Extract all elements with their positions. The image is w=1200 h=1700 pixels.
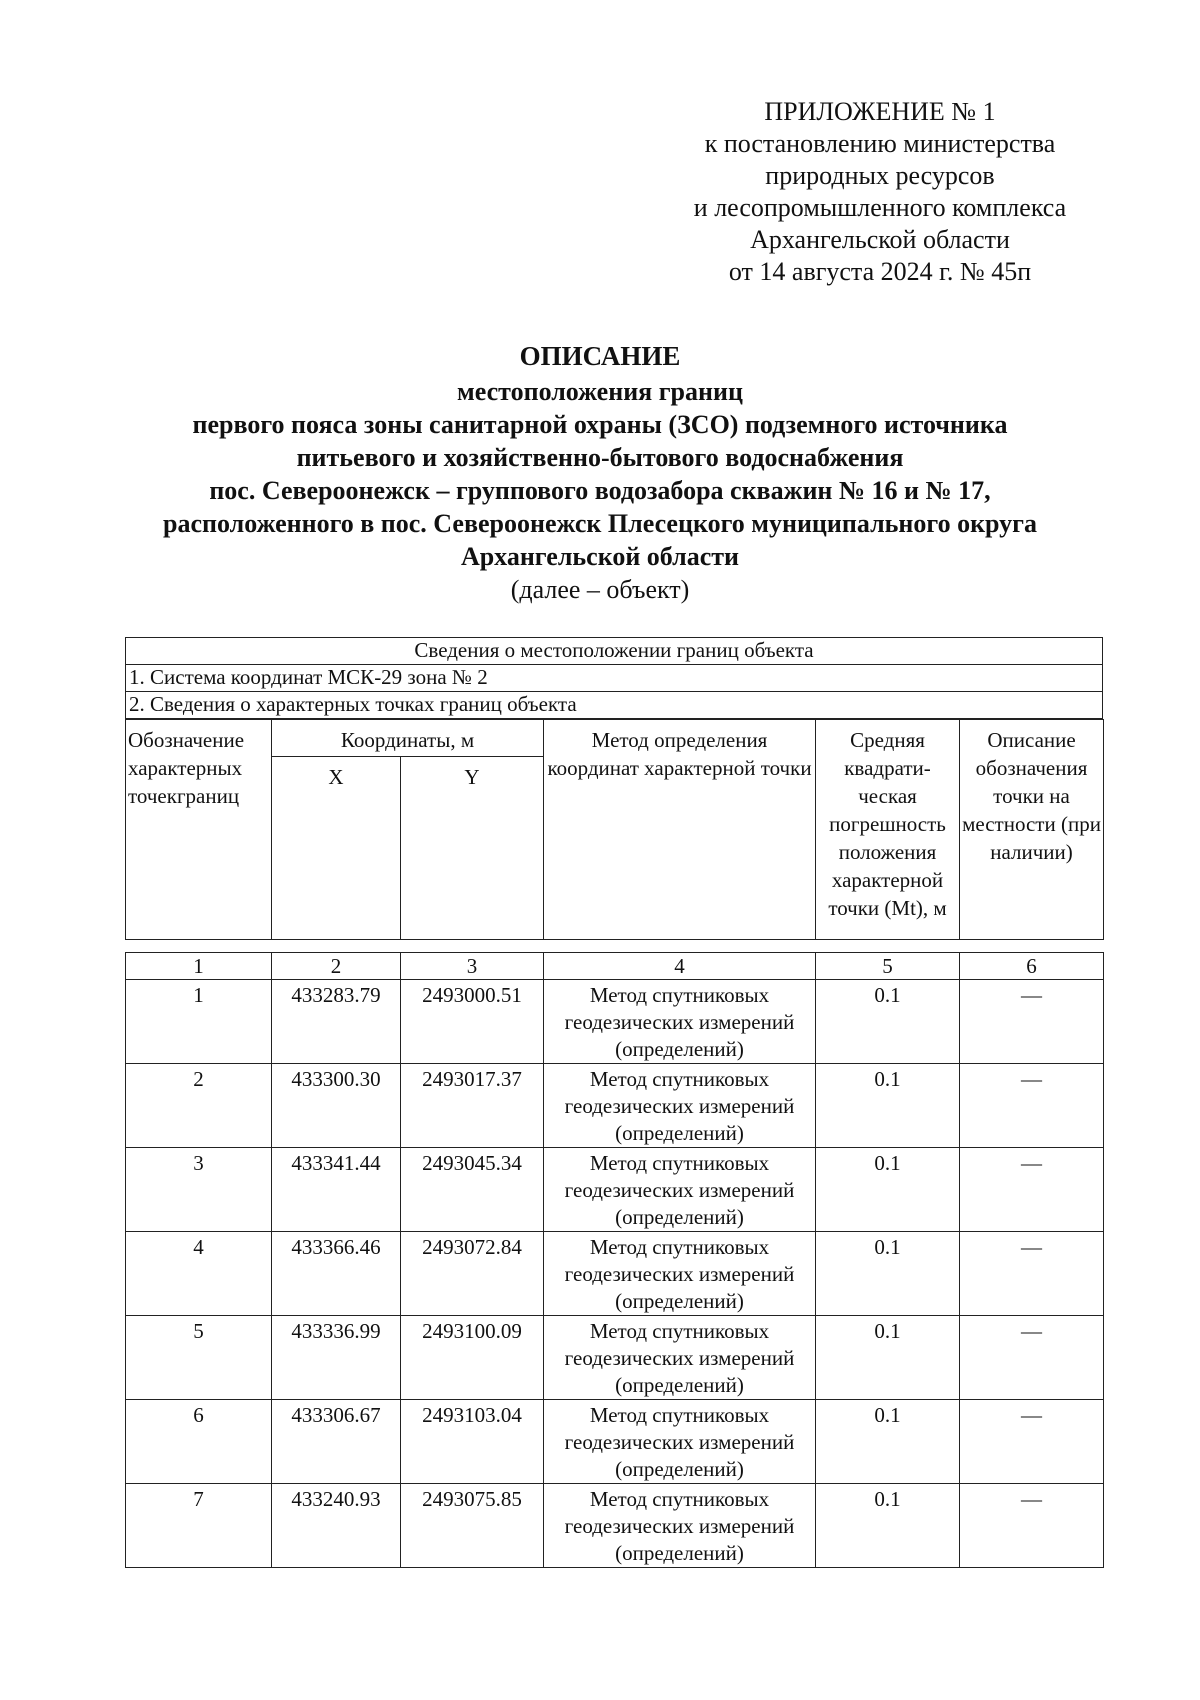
header-method: Метод определения координат характерной точки bbox=[544, 720, 816, 940]
cell-method: Метод спутниковых геодезических измерений (определений) bbox=[544, 1400, 816, 1484]
header-x: X bbox=[272, 757, 401, 940]
column-number: 1 bbox=[126, 953, 272, 980]
cell-point: 6 bbox=[126, 1400, 272, 1484]
document-title bbox=[100, 340, 1100, 606]
title-line: местоположения границ bbox=[457, 377, 743, 406]
table-row bbox=[126, 1148, 1104, 1232]
cell-error: 0.1 bbox=[816, 1148, 960, 1232]
title-line: питьевого и хозяйственно-бытового водоснабжения bbox=[296, 443, 904, 472]
cell-y: 2493045.34 bbox=[401, 1148, 544, 1232]
cell-x: 433336.99 bbox=[272, 1316, 401, 1400]
header-point: Обозначение характерных точекграниц bbox=[126, 720, 272, 940]
cell-error: 0.1 bbox=[816, 980, 960, 1064]
cell-error: 0.1 bbox=[816, 1232, 960, 1316]
column-number-row bbox=[126, 953, 1104, 980]
cell-description: — bbox=[960, 1148, 1104, 1232]
cell-x: 433300.30 bbox=[272, 1064, 401, 1148]
cell-point: 3 bbox=[126, 1148, 272, 1232]
cell-y: 2493017.37 bbox=[401, 1064, 544, 1148]
cell-point: 7 bbox=[126, 1484, 272, 1568]
table-row bbox=[126, 1400, 1104, 1484]
appendix-line: к постановлению министерства bbox=[704, 129, 1056, 158]
cell-description: — bbox=[960, 1316, 1104, 1400]
cell-y: 2493103.04 bbox=[401, 1400, 544, 1484]
header-error: Средняя квадрати-ческая погрешность положения характерной точки (Mt), м bbox=[816, 720, 960, 940]
appendix-line: ПРИЛОЖЕНИЕ № 1 bbox=[764, 97, 996, 126]
cell-y: 2493000.51 bbox=[401, 980, 544, 1064]
header-table bbox=[125, 719, 1104, 940]
table-row bbox=[126, 1064, 1104, 1148]
cell-x: 433306.67 bbox=[272, 1400, 401, 1484]
appendix-line: Архангельской области bbox=[750, 225, 1010, 254]
cell-y: 2493075.85 bbox=[401, 1484, 544, 1568]
cell-point: 5 bbox=[126, 1316, 272, 1400]
section-points: 2. Сведения о характерных точках границ объекта bbox=[126, 692, 1103, 719]
cell-description: — bbox=[960, 1232, 1104, 1316]
cell-error: 0.1 bbox=[816, 1064, 960, 1148]
table-row bbox=[126, 980, 1104, 1064]
title-heading: ОПИСАНИЕ bbox=[519, 341, 681, 371]
cell-x: 433366.46 bbox=[272, 1232, 401, 1316]
appendix-header bbox=[640, 96, 1120, 288]
cell-method: Метод спутниковых геодезических измерений (определений) bbox=[544, 1484, 816, 1568]
cell-method: Метод спутниковых геодезических измерений (определений) bbox=[544, 980, 816, 1064]
cell-x: 433283.79 bbox=[272, 980, 401, 1064]
column-number: 4 bbox=[544, 953, 816, 980]
cell-error: 0.1 bbox=[816, 1484, 960, 1568]
cell-method: Метод спутниковых геодезических измерений (определений) bbox=[544, 1316, 816, 1400]
appendix-line: природных ресурсов bbox=[765, 161, 995, 190]
cell-x: 433240.93 bbox=[272, 1484, 401, 1568]
title-line: пос. Североонежск – группового водозабора скважин № 16 и № 17, bbox=[209, 476, 991, 505]
cell-error: 0.1 bbox=[816, 1400, 960, 1484]
header-y: Y bbox=[401, 757, 544, 940]
cell-x: 433341.44 bbox=[272, 1148, 401, 1232]
column-number: 2 bbox=[272, 953, 401, 980]
header-description: Описание обозначения точки на местности (при наличии) bbox=[960, 720, 1104, 940]
title-line: расположенного в пос. Североонежск Плесецкого муниципального округа bbox=[163, 509, 1037, 538]
cell-error: 0.1 bbox=[816, 1316, 960, 1400]
cell-y: 2493100.09 bbox=[401, 1316, 544, 1400]
title-note: (далее – объект) bbox=[510, 575, 690, 604]
title-line: Архангельской области bbox=[460, 542, 740, 571]
table-row bbox=[126, 1232, 1104, 1316]
section-coordinate-system: 1. Система координат МСК-29 зона № 2 bbox=[126, 665, 1103, 692]
info-table bbox=[125, 637, 1103, 719]
column-number: 5 bbox=[816, 953, 960, 980]
cell-point: 4 bbox=[126, 1232, 272, 1316]
cell-y: 2493072.84 bbox=[401, 1232, 544, 1316]
cell-point: 1 bbox=[126, 980, 272, 1064]
cell-description: — bbox=[960, 1484, 1104, 1568]
table-row bbox=[126, 1484, 1104, 1568]
column-number: 6 bbox=[960, 953, 1104, 980]
cell-method: Метод спутниковых геодезических измерений (определений) bbox=[544, 1064, 816, 1148]
cell-method: Метод спутниковых геодезических измерений (определений) bbox=[544, 1148, 816, 1232]
title-line: первого пояса зоны санитарной охраны (ЗСО) подземного источника bbox=[192, 410, 1008, 439]
points-table bbox=[125, 952, 1104, 1568]
cell-method: Метод спутниковых геодезических измерений (определений) bbox=[544, 1232, 816, 1316]
cell-description: — bbox=[960, 980, 1104, 1064]
header-coords: Координаты, м bbox=[272, 720, 544, 757]
cell-description: — bbox=[960, 1400, 1104, 1484]
appendix-line: и лесопромышленного комплекса bbox=[693, 193, 1067, 222]
table-caption: Сведения о местоположении границ объекта bbox=[126, 638, 1103, 665]
table-row bbox=[126, 1316, 1104, 1400]
column-number: 3 bbox=[401, 953, 544, 980]
cell-description: — bbox=[960, 1064, 1104, 1148]
cell-point: 2 bbox=[126, 1064, 272, 1148]
appendix-line: от 14 августа 2024 г. № 45п bbox=[728, 257, 1032, 286]
